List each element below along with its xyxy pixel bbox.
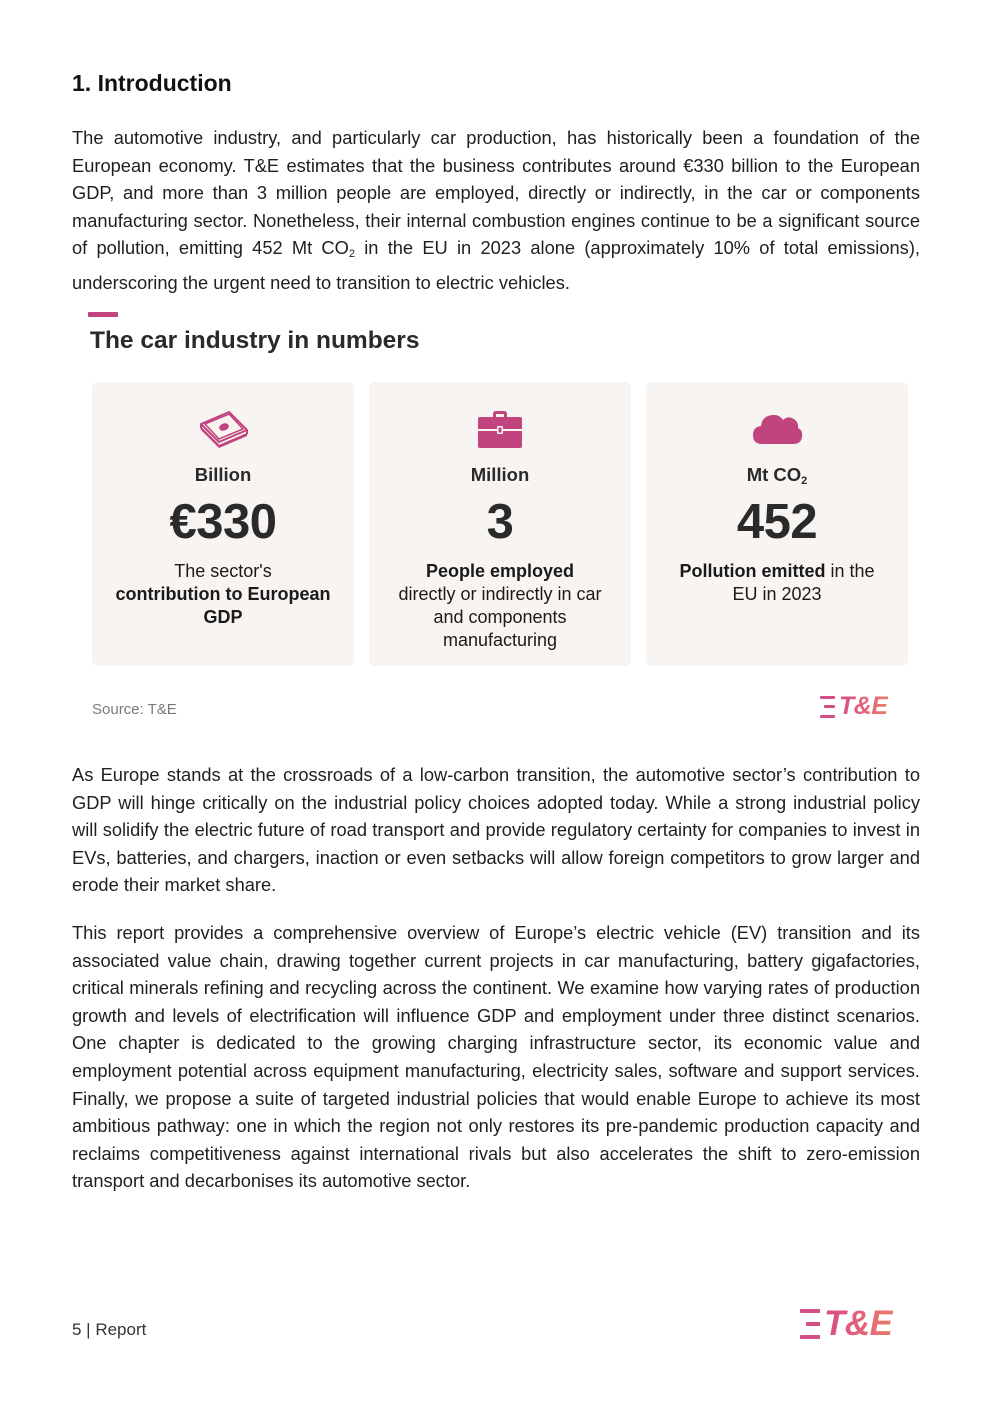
t-and-e-logo-icon (800, 1304, 893, 1344)
intro-text-b: in the EU in 2023 alone (approximately 10% of total emissions), underscoring the urgent need to transition to electric vehicles. (72, 237, 920, 293)
section-title: 1. Introduction (72, 70, 232, 96)
intro-text-a: The automotive industry, and particularly car production, has historically been a foundation of the European economy. T&E estimates that the business contributes around €330 billion to the European GDP, and more than 3 million people are employed, directly or indirectly, in the car or components manufacturing sector. Nonetheless, their internal combustion engines continue to be a significant source of pollution, emitting 452 Mt CO (72, 127, 920, 259)
stat-desc-plain: The sector's (174, 561, 272, 581)
stat-card-emissions (646, 382, 908, 666)
logo-stripes (820, 696, 835, 718)
intro-paragraph (72, 124, 920, 297)
stat-desc-plain: directly or indirectly in car and components manufacturing (398, 584, 602, 650)
stat-value: 452 (736, 495, 818, 549)
logo-wordmark: T&E (824, 1304, 893, 1343)
stat-desc-bold: contribution to European GDP (115, 584, 331, 627)
footer-page-label: 5 | Report (72, 1320, 147, 1339)
briefcase-icon (472, 408, 528, 450)
infobox-car-industry-numbers (88, 312, 912, 650)
stat-value: 3 (486, 495, 514, 549)
stat-unit: Billion (194, 464, 252, 485)
stat-unit-main: Mt CO (746, 464, 802, 485)
infobox-source: Source: T&E (92, 701, 177, 718)
stat-desc-bold: Pollution emitted (679, 561, 826, 581)
stat-description (114, 560, 332, 629)
stat-unit-subscript: 2 (801, 475, 808, 487)
stat-description (668, 560, 886, 606)
co2-subscript: 2 (348, 248, 355, 261)
stat-desc-plain: in the EU in 2023 (732, 561, 875, 604)
infobox-title: The car industry in numbers (90, 327, 420, 354)
body-paragraph-3: This report provides a comprehensive overview of Europe’s electric vehicle (EV) transition and its associated value chain, drawing together current projects in car manufacturing, battery gigafactories, critical minerals refining and recycling across the continent. We examine how varying rates of production growth and levels of electrification will influence GDP and employment under three distinct scenarios. One chapter is dedicated to the growing charging infrastructure sector, its economic value and employment potential across equipment manufacturing, electricity sales, software and support services. Finally, we propose a suite of targeted industrial policies that would enable Europe to achieve its most ambitious pathway: one in which the region not only restores its pre-pandemic production capacity and reclaims competitiveness against international rivals but also accelerates the shift to zero-emission transport and decarbonises its automotive sector. (72, 922, 920, 1192)
logo-stripes (800, 1309, 820, 1339)
stat-cards (92, 382, 910, 667)
body-paragraph-2: As Europe stands at the crossroads of a low-carbon transition, the automotive sector’s contribution to GDP will hinge critically on the industrial policy choices adopted today. While a strong industrial policy will solidify the electric future of road transport and provide regulatory certainty for companies to invest in EVs, batteries, and chargers, inaction or even setbacks will allow foreign competitors to grow larger and erode their market share. (72, 764, 920, 896)
stat-desc-bold: People employed (425, 561, 575, 581)
stat-unit (646, 464, 908, 487)
cloud-icon (749, 408, 805, 450)
stat-card-gdp (92, 382, 354, 666)
stat-card-employment (369, 382, 631, 666)
t-and-e-logo-icon (820, 692, 888, 721)
logo-wordmark: T&E (839, 692, 888, 720)
infobox-accent-bar (88, 312, 118, 317)
stat-unit: Million (470, 464, 530, 485)
money-stack-icon (195, 408, 251, 450)
stat-value: €330 (169, 495, 277, 549)
stat-description (391, 560, 609, 652)
